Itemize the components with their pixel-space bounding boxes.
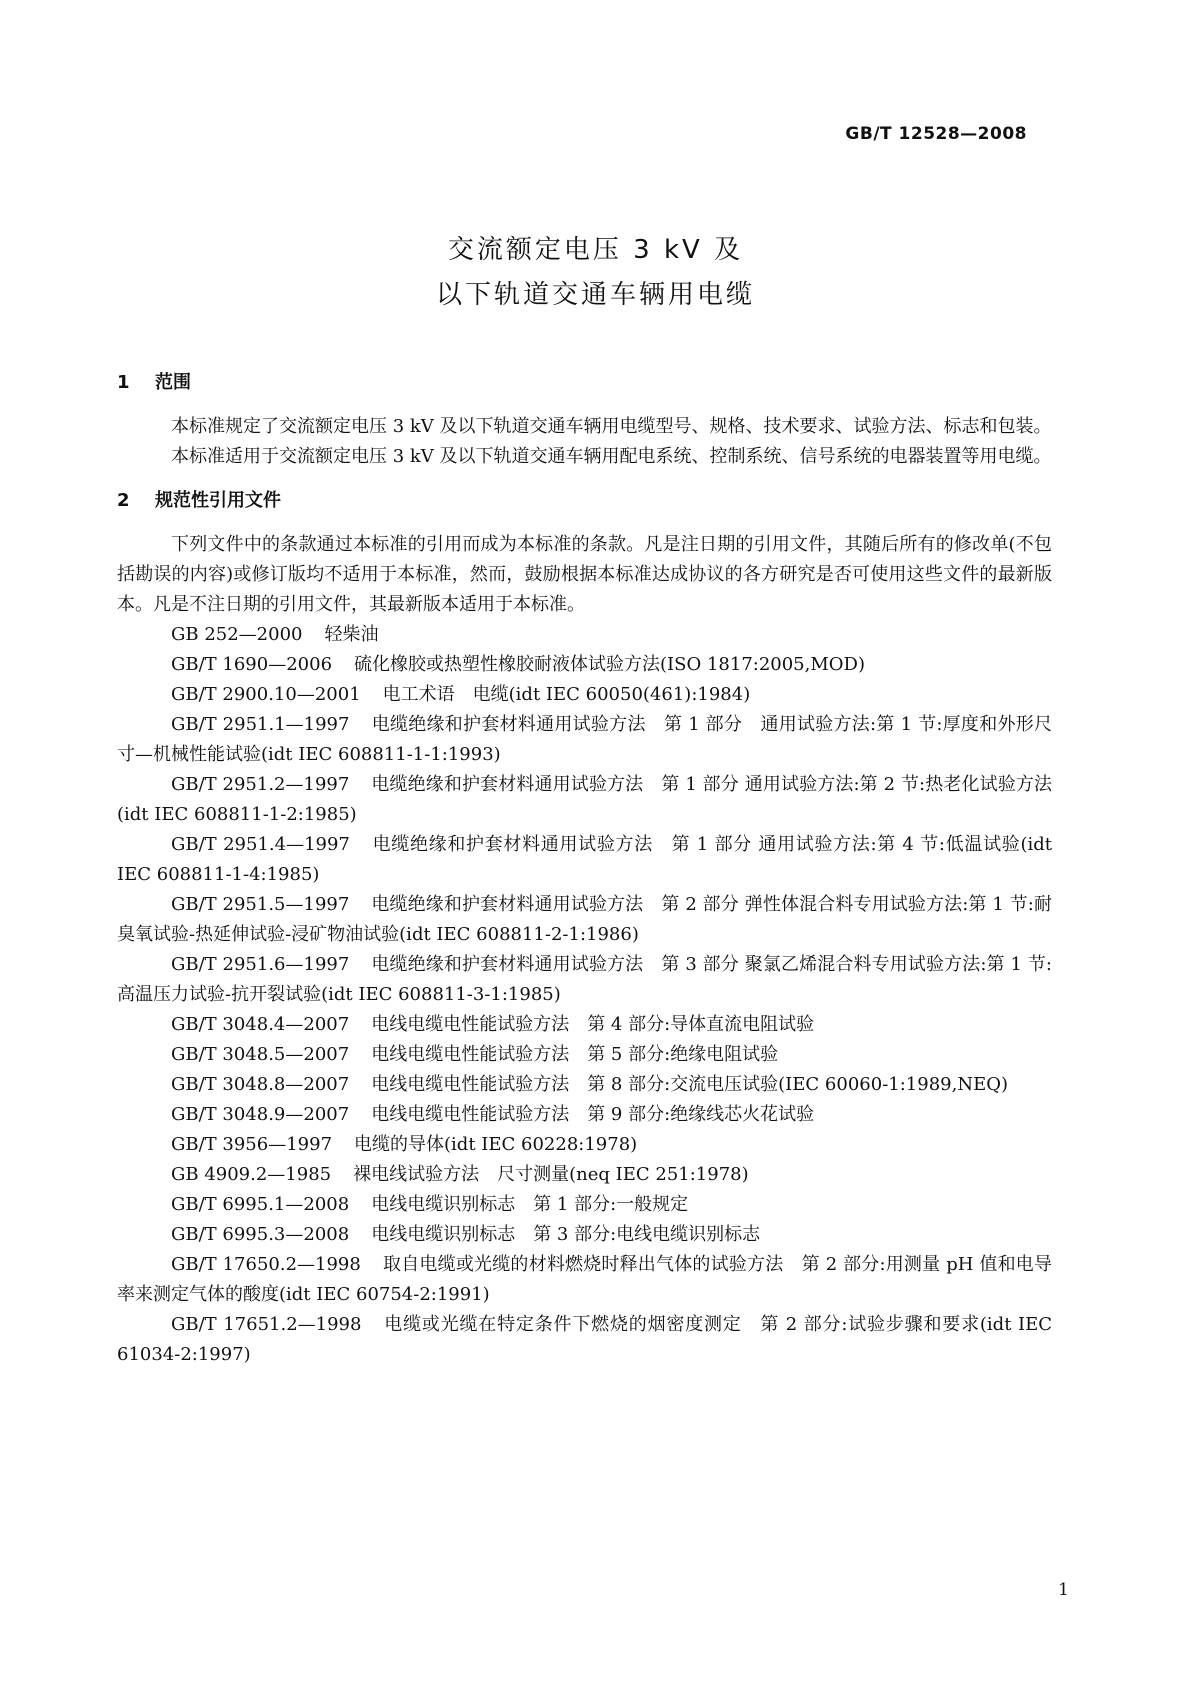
reference-title: 硫化橡胶或热塑性橡胶耐液体试验方法(ISO 1817:2005,MOD) [354, 654, 866, 675]
reference-code: GB/T 3956—1997 [171, 1134, 333, 1155]
reference-item [117, 830, 1052, 890]
reference-title: 电缆的导体(idt IEC 60228:1978) [354, 1134, 638, 1155]
page-number: 1 [1058, 1580, 1069, 1600]
reference-item [117, 680, 1052, 710]
reference-code: GB/T 6995.3—2008 [171, 1224, 350, 1245]
reference-title: 电线电缆电性能试验方法 第 4 部分:导体直流电阻试验 [371, 1014, 815, 1035]
section-1-heading [117, 368, 1052, 398]
reference-title: 电缆或光缆在特定条件下燃烧的烟密度测定 第 2 部分:试验步骤和要求(idt IEC 61034-2:1997) [117, 1314, 1052, 1365]
reference-item [117, 770, 1052, 830]
reference-code: GB/T 17651.2—1998 [171, 1314, 362, 1335]
reference-title: 裸电线试验方法 尺寸测量(neq IEC 251:1978) [353, 1164, 749, 1185]
reference-code: GB/T 3048.9—2007 [171, 1104, 350, 1125]
reference-title: 电线电缆识别标志 第 1 部分:一般规定 [371, 1194, 689, 1215]
reference-item [117, 1130, 1052, 1160]
reference-item [117, 650, 1052, 680]
reference-item [117, 1040, 1052, 1070]
reference-item [117, 1070, 1052, 1100]
reference-item [117, 1010, 1052, 1040]
reference-title: 电线电缆电性能试验方法 第 5 部分:绝缘电阻试验 [371, 1044, 779, 1065]
reference-item [117, 1250, 1052, 1310]
section-1-paragraph: 本标准适用于交流额定电压 3 kV 及以下轨道交通车辆用配电系统、控制系统、信号系统的电器装置等用电缆。 [171, 446, 1052, 467]
reference-item [117, 1310, 1052, 1370]
section-1-number: 1 [117, 372, 130, 393]
reference-item [117, 1160, 1052, 1190]
reference-code: GB/T 2900.10—2001 [171, 684, 361, 705]
reference-item [117, 950, 1052, 1010]
reference-code: GB/T 17650.2—1998 [171, 1254, 361, 1275]
reference-code: GB/T 3048.5—2007 [171, 1044, 350, 1065]
reference-code: GB 252—2000 [171, 624, 303, 645]
reference-title: 电线电缆电性能试验方法 第 8 部分:交流电压试验(IEC 60060-1:1989,NEQ) [371, 1074, 1008, 1095]
reference-title: 电线电缆电性能试验方法 第 9 部分:绝缘线芯火花试验 [371, 1104, 815, 1125]
document-body [117, 368, 1052, 1370]
reference-title: 电缆绝缘和护套材料通用试验方法 第 1 部分 通用试验方法:第 2 节:热老化试验方法(idt IEC 608811-1-2:1985) [117, 774, 1052, 825]
reference-title: 取自电缆或光缆的材料燃烧时释出气体的试验方法 第 2 部分:用测量 pH 值和电导率来测定气体的酸度(idt IEC 60754-2:1991) [117, 1254, 1052, 1305]
reference-code: GB/T 3048.4—2007 [171, 1014, 350, 1035]
reference-code: GB/T 2951.4—1997 [171, 834, 350, 855]
reference-code: GB 4909.2—1985 [171, 1164, 332, 1185]
reference-item [117, 1220, 1052, 1250]
reference-item [117, 1190, 1052, 1220]
reference-code: GB/T 2951.2—1997 [171, 774, 350, 795]
reference-code: GB/T 6995.1—2008 [171, 1194, 350, 1215]
section-2-title: 规范性引用文件 [155, 490, 281, 511]
title-line-2: 以下轨道交通车辆用电缆 [435, 280, 755, 310]
standard-number: GB/T 12528—2008 [845, 124, 1027, 144]
reference-item [117, 1100, 1052, 1130]
reference-title: 电缆绝缘和护套材料通用试验方法 第 1 部分 通用试验方法:第 4 节:低温试验(idt IEC 608811-1-4:1985) [117, 834, 1052, 885]
reference-title: 电缆绝缘和护套材料通用试验方法 第 2 部分 弹性体混合料专用试验方法:第 1 节:耐臭氧试验-热延伸试验-浸矿物油试验(idt IEC 608811-2-1:1986) [117, 894, 1052, 945]
section-1-title: 范围 [155, 372, 191, 393]
section-2-intro: 下列文件中的条款通过本标准的引用而成为本标准的条款。凡是注日期的引用文件，其随后所有的修改单(不包括勘误的内容)或修订版均不适用于本标准，然而，鼓励根据本标准达成协议的各方研究是否可使用这些文件的最新版本。凡是不注日期的引用文件，其最新版本适用于本标准。 [117, 534, 1052, 615]
reference-item [117, 710, 1052, 770]
section-2-number: 2 [117, 490, 130, 511]
reference-code: GB/T 2951.5—1997 [171, 894, 350, 915]
reference-list [117, 620, 1052, 1370]
reference-title: 电工术语 电缆(idt IEC 60050(461):1984) [382, 684, 751, 705]
reference-title: 电缆绝缘和护套材料通用试验方法 第 3 部分 聚氯乙烯混合料专用试验方法:第 1 节:高温压力试验-抗开裂试验(idt IEC 608811-3-1:1985) [117, 954, 1052, 1005]
title-line-1: 交流额定电压 3 kV 及 [447, 235, 744, 265]
reference-code: GB/T 2951.1—1997 [171, 714, 350, 735]
reference-item [117, 890, 1052, 950]
section-1-paragraph: 本标准规定了交流额定电压 3 kV 及以下轨道交通车辆用电缆型号、规格、技术要求、试验方法、标志和包装。 [171, 416, 1052, 437]
reference-title: 电缆绝缘和护套材料通用试验方法 第 1 部分 通用试验方法:第 1 节:厚度和外形尺寸—机械性能试验(idt IEC 608811-1-1:1993) [117, 714, 1052, 765]
section-2-heading [117, 486, 1052, 516]
reference-item [117, 620, 1052, 650]
reference-code: GB/T 1690—2006 [171, 654, 333, 675]
reference-code: GB/T 2951.6—1997 [171, 954, 350, 975]
reference-title: 电线电缆识别标志 第 3 部分:电线电缆识别标志 [371, 1224, 761, 1245]
document-title [0, 228, 1191, 318]
reference-title: 轻柴油 [324, 624, 379, 645]
reference-code: GB/T 3048.8—2007 [171, 1074, 350, 1095]
